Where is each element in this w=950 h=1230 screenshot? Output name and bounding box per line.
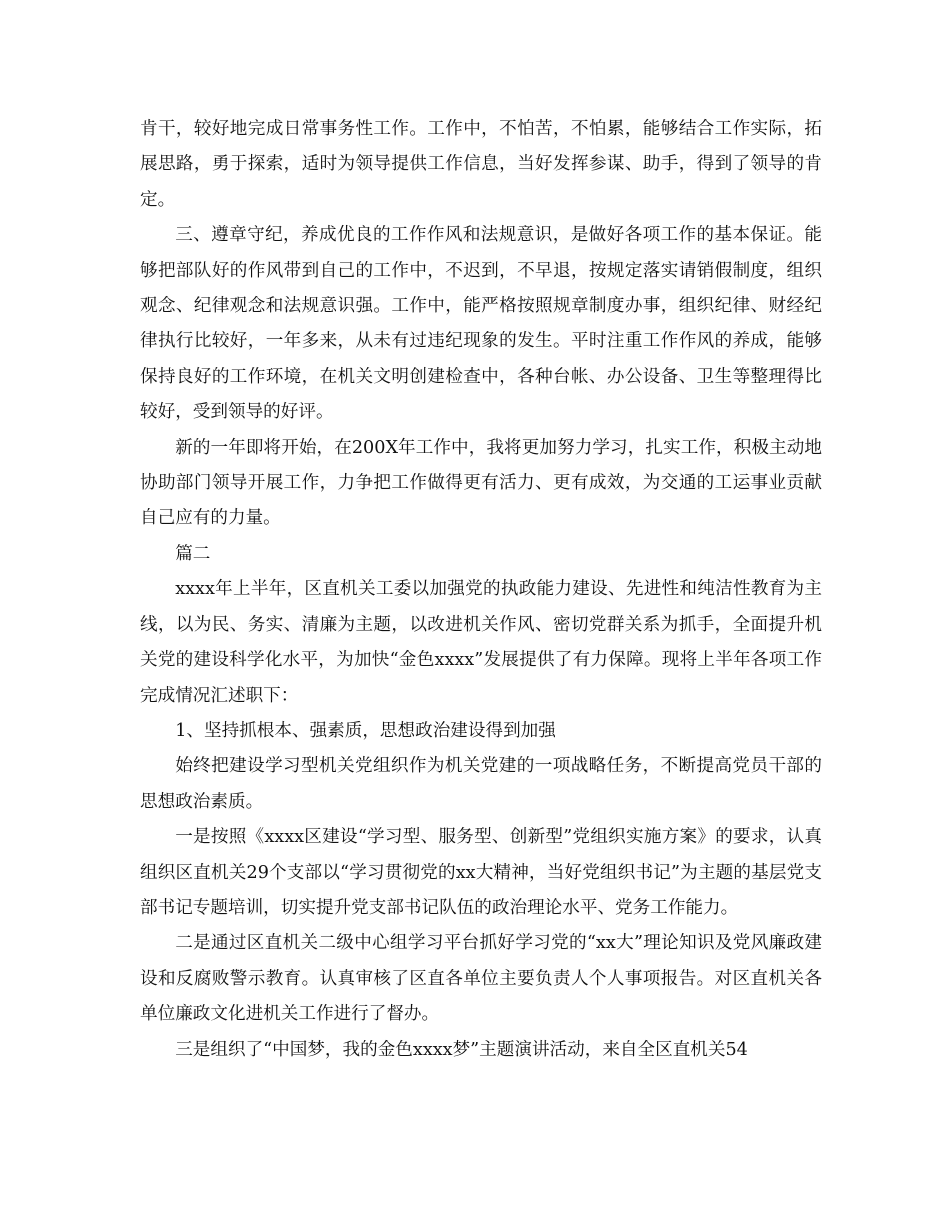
paragraph-4: xxxx年上半年，区直机关工委以加强党的执政能力建设、先进性和纯洁性教育为主线，以为民、务实、清廉为主题，以改进机关作风、密切党群关系为抓手，全面提升机关党的建设科学化水平，为加快“金色xxxx”发展提供了有力保障。现将上半年各项工作完成情况汇述职下： (140, 579, 822, 706)
subheading-1: 1、坚持抓根本、强素质，思想政治建设得到加强 (175, 720, 556, 741)
paragraph-5: 始终把建设学习型机关党组织作为机关党建的一项战略任务，不断提高党员干部的思想政治素质。 (140, 756, 822, 812)
paragraph-8: 三是组织了“中国梦，我的金色xxxx梦”主题演讲活动，来自全区直机关54 (175, 1039, 748, 1060)
paragraph-6: 一是按照《xxxx区建设“学习型、服务型、创新型”党组织实施方案》的要求，认真组织区直机关29个支部以“学习贯彻党的xx大精神，当好党组织书记”为主题的基层党支部书记专题培训，切实提升党支部书记队伍的政治理论水平、党务工作能力。 (140, 827, 822, 918)
paragraph-7: 二是通过区直机关二级中心组学习平台抓好学习党的“xx大”理论知识及党风廉政建设和反腐败警示教育。认真审核了区直各单位主要负责人个人事项报告。对区直机关各单位廉政文化进机关工作进行了督办。 (140, 933, 822, 1025)
section-heading: 篇二 (175, 543, 211, 564)
paragraph-2: 三、遵章守纪，养成优良的工作作风和法规意识，是做好各项工作的基本保证。能够把部队好的作风带到自己的工作中，不迟到，不早退，按规定落实请销假制度，组织观念、纪律观念和法规意识强。工作中，能严格按照规章制度办事，组织纪律、财经纪律执行比较好，一年多来，从未有过违纪现象的发生。平时注重工作作风的养成，能够保持良好的工作环境，在机关文明创建检查中，各种台帐、办公设备、卫生等整理得比较好，受到领导的好评。 (140, 225, 822, 423)
paragraph-3: 新的一年即将开始，在200X年工作中，我将更加努力学习，扎实工作，积极主动地协助部门领导开展工作，力争把工作做得更有活力、更有成效，为交通的工运事业贡献自己应有的力量。 (140, 437, 822, 529)
paragraph-1: 肯干，较好地完成日常事务性工作。工作中，不怕苦，不怕累，能够结合工作实际，拓展思路，勇于探索，适时为领导提供工作信息，当好发挥参谋、助手，得到了领导的肯定。 (140, 119, 822, 210)
